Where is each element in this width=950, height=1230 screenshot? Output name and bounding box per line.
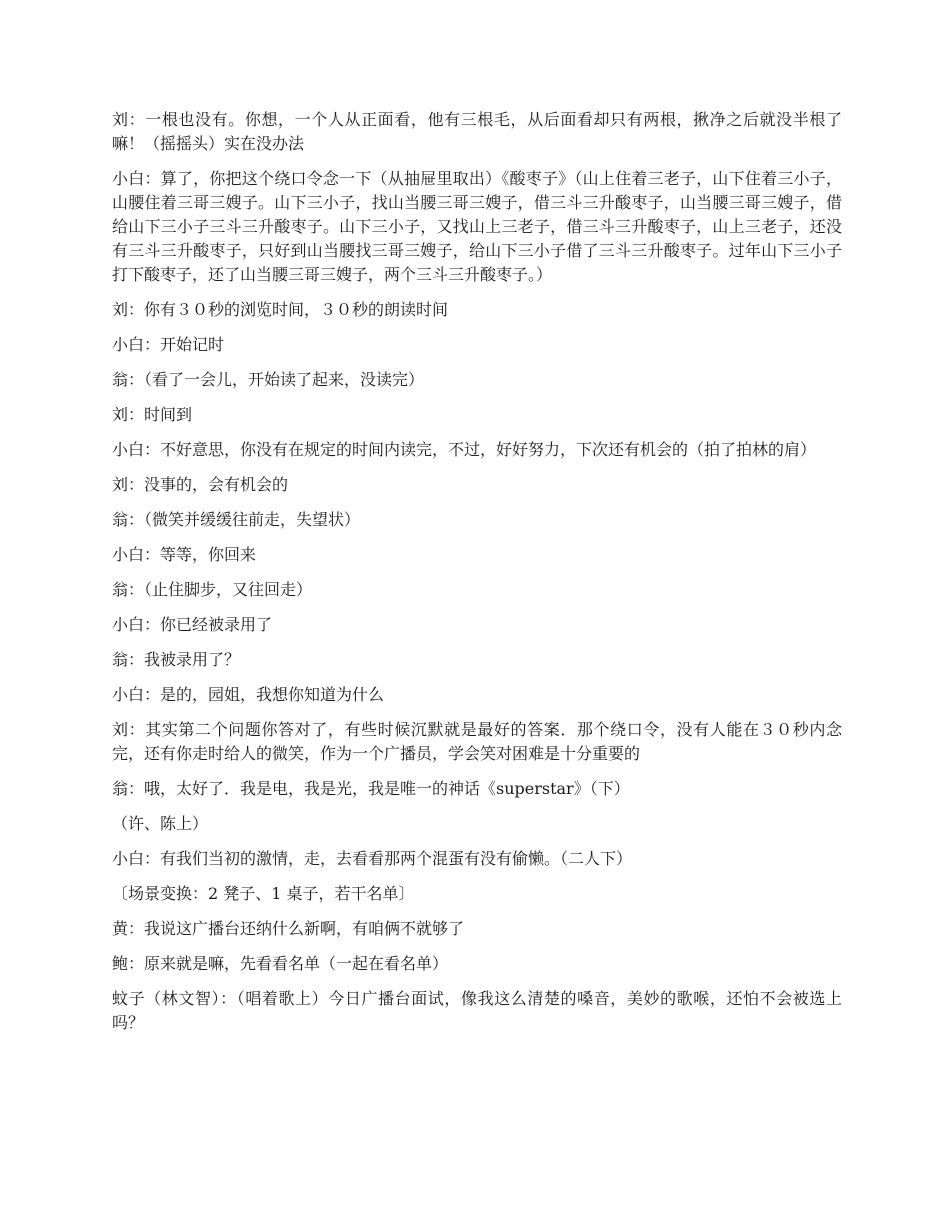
dialogue-line: 刘：时间到: [112, 405, 193, 424]
dialogue-line: 刘：其实第二个问题你答对了，有些时候沉默就是最好的答案．那个绕口令，没有人能在３０秒内念完，还有你走时给人的微笑，作为一个广播员，学会笑对困难是十分重要的: [112, 720, 842, 763]
document-page: [112, 108, 842, 1046]
dialogue-line: 翁：哦，太好了．我是电，我是光，我是唯一的神话《superstar》（下）: [112, 779, 630, 798]
dialogue-line: 小白：有我们当初的激情，走，去看看那两个混蛋有没有偷懒。（二人下）: [112, 849, 633, 868]
dialogue-line: 小白：开始记时: [112, 335, 225, 354]
dialogue-line: 翁：（止住脚步，又往回走）: [112, 580, 313, 599]
dialogue-line: 蚊子（林文智）：（唱着歌上）今日广播台面试，像我这么清楚的嗓音，美妙的歌喉，还怕不会被选上吗？: [112, 989, 842, 1032]
dialogue-line: 鲍：原来就是嘛，先看看名单（一起在看名单）: [112, 954, 449, 973]
dialogue-line: 翁：我被录用了？: [112, 650, 241, 669]
dialogue-line: 黄：我说这广播台还纳什么新啊，有咱俩不就够了: [112, 919, 465, 938]
dialogue-line: 小白：是的，园姐，我想你知道为什么: [112, 685, 385, 704]
dialogue-line: 小白：等等，你回来: [112, 545, 257, 564]
dialogue-line: 翁：（微笑并缓缓往前走，失望状）: [112, 510, 361, 529]
dialogue-line: 刘：一根也没有。你想，一个人从正面看，他有三根毛，从后面看却只有两根，揪净之后就没半根了嘛！（摇摇头）实在没办法: [112, 110, 842, 153]
dialogue-line: 翁：（看了一会儿，开始读了起来，没读完）: [112, 370, 425, 389]
dialogue-line: 刘：你有３０秒的浏览时间，３０秒的朗读时间: [112, 300, 449, 319]
dialogue-line: 小白：不好意思，你没有在规定的时间内读完，不过，好好努力，下次还有机会的（拍了拍林的肩）: [112, 440, 817, 459]
stage-direction: 〔场景变换：2 凳子、1 桌子，若干名单〕: [112, 884, 415, 903]
dialogue-line: 小白：算了，你把这个绕口令念一下（从抽屉里取出）《酸枣子》（山上住着三老子，山下住着三小子，山腰住着三哥三嫂子。山下三小子，找山当腰三哥三嫂子，借三斗三升酸枣子，山当腰三哥三嫂子，借给山下三小子三斗三升酸枣子。山下三小子，又找山上三老子，借三斗三升酸枣子，山上三老子，还没有三斗三升酸枣子，只好到山当腰找三哥三嫂子，给山下三小子借了三斗三升酸枣子。过年山下三小子打下酸枣子，还了山当腰三哥三嫂子，两个三斗三升酸枣子。）: [112, 169, 842, 284]
dialogue-line: 刘：没事的，会有机会的: [112, 475, 289, 494]
stage-direction: （许、陈上）: [112, 814, 209, 833]
dialogue-line: 小白：你已经被录用了: [112, 615, 273, 634]
